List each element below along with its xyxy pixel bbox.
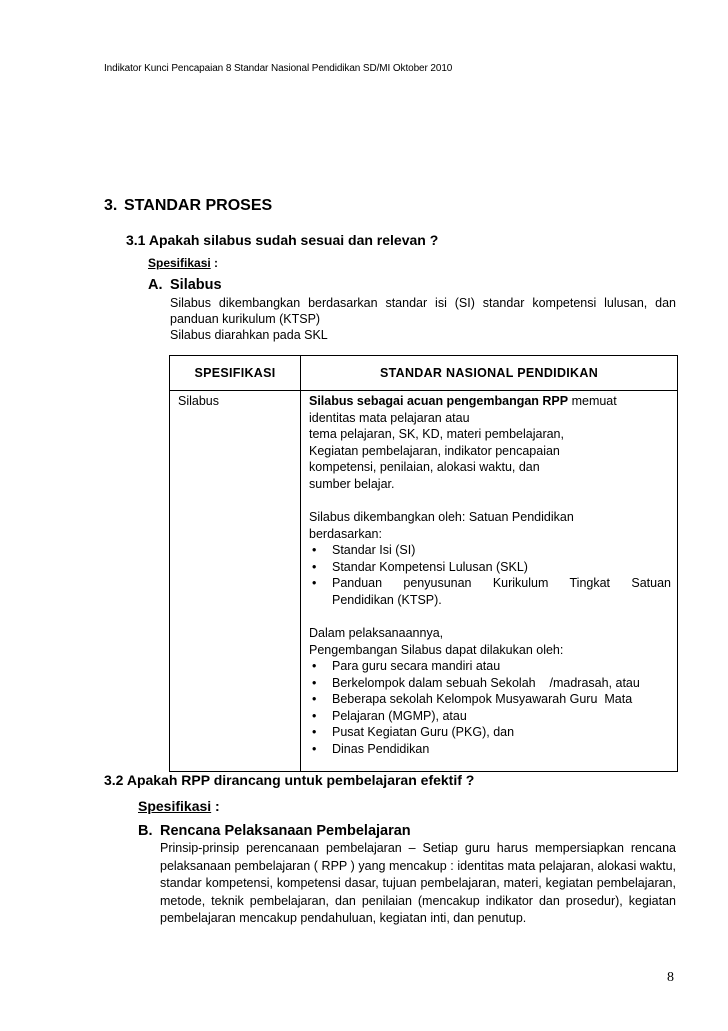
bullet-icon: • bbox=[312, 543, 317, 557]
bullet-icon: • bbox=[312, 692, 317, 706]
silabus-line: Silabus dikembangkan berdasarkan standar isi (SI) standar kompetensi lulusan, dan panduan kurikulum (KTSP) bbox=[170, 296, 676, 326]
section-number: 3. bbox=[104, 197, 118, 214]
list-item bbox=[309, 542, 671, 559]
list-item-text: Beberapa sekolah Kelompok Musyawarah Guru Mata bbox=[332, 692, 633, 706]
row-label-cell: Silabus bbox=[170, 391, 301, 772]
content-line: tema pelajaran, SK, KD, materi pembelajaran, bbox=[309, 427, 564, 441]
list-item bbox=[309, 575, 671, 608]
question-3-2-title: 3.2 Apakah RPP dirancang untuk pembelajaran efektif ? bbox=[104, 772, 475, 788]
list-item bbox=[309, 724, 671, 741]
column-header-standar: STANDAR NASIONAL PENDIDIKAN bbox=[301, 356, 678, 391]
subsection-a-letter: A. bbox=[148, 277, 163, 293]
bullet-icon: • bbox=[312, 741, 317, 756]
list-item bbox=[309, 708, 671, 725]
content-line bbox=[309, 393, 671, 410]
specification-colon: : bbox=[211, 798, 220, 814]
content-line: sumber belajar. bbox=[309, 476, 395, 491]
table-row bbox=[170, 391, 678, 772]
list-item-text: Pelajaran (MGMP), atau bbox=[332, 708, 467, 723]
content-line: Kegiatan pembelajaran, indikator pencapaian bbox=[309, 443, 560, 458]
content-line: Pengembangan Silabus dapat dilakukan oleh: bbox=[309, 642, 564, 657]
bullet-icon: • bbox=[312, 559, 317, 574]
list-item-text: Berkelompok dalam sebuah Sekolah /madrasah, atau bbox=[332, 675, 640, 690]
list-item-text: Standar Kompetensi Lulusan (SKL) bbox=[332, 559, 528, 574]
list-item-text: Standar Isi (SI) bbox=[332, 543, 416, 557]
page-number: 8 bbox=[667, 970, 674, 985]
list-item bbox=[309, 675, 671, 692]
question-3-1-title: 3.1 Apakah silabus sudah sesuai dan relevan ? bbox=[126, 232, 439, 248]
specification-label bbox=[148, 256, 218, 270]
content-phrase: memuat bbox=[568, 394, 617, 408]
list-item-text: Panduan penyusunan Kurikulum Tingkat Satuan bbox=[332, 576, 671, 590]
subsection-b-letter: B. bbox=[138, 823, 153, 839]
content-line: Dalam pelaksanaannya, bbox=[309, 626, 444, 640]
silabus-paragraph bbox=[170, 295, 676, 343]
list-item-text: Para guru secara mandiri atau bbox=[332, 659, 501, 673]
specification-table bbox=[169, 355, 678, 772]
content-line: kompetensi, penilaian, alokasi waktu, dan bbox=[309, 460, 540, 474]
page-header: Indikator Kunci Pencapaian 8 Standar Nasional Pendidikan SD/MI Oktober 2010 bbox=[104, 63, 453, 74]
list-item bbox=[309, 741, 671, 758]
section-title bbox=[104, 197, 272, 215]
rpp-paragraph: Prinsip-prinsip perencanaan pembelajaran – Setiap guru harus mempersiapkan rencana pelaksanaan pembelajaran ( RPP ) yang mencakup : identitas mata pelajaran, alokasi waktu, standar kompetensi, kompetensi dasar, tujuan pembelajaran, materi, kegiatan pembelajaran, metode, teknik pembelajaran, dan penilaian (mencakup indikator dan prosedur), kegiatan pembelajaran mencakup pendahuluan, kegiatan inti, dan penutup. bbox=[160, 841, 676, 926]
content-line: Silabus dikembangkan oleh: Satuan Pendidikan bbox=[309, 510, 574, 524]
list-item-text: Pendidikan (KTSP). bbox=[332, 592, 442, 607]
list-item-text: Dinas Pendidikan bbox=[332, 741, 430, 756]
section-title-text: STANDAR PROSES bbox=[124, 197, 273, 214]
content-line: berdasarkan: bbox=[309, 526, 382, 541]
specification-text: Spesifikasi bbox=[138, 798, 212, 814]
list-item bbox=[309, 691, 671, 708]
specification-colon: : bbox=[210, 256, 219, 270]
table-header-row bbox=[170, 356, 678, 391]
list-item-text: Pusat Kegiatan Guru (PKG), dan bbox=[332, 725, 515, 739]
content-block-3 bbox=[309, 625, 671, 757]
content-bold-phrase: Silabus sebagai acuan pengembangan RPP bbox=[309, 394, 569, 408]
block-gap bbox=[309, 492, 671, 509]
content-line: identitas mata pelajaran atau bbox=[309, 410, 470, 425]
content-block-2 bbox=[309, 509, 671, 608]
block-gap bbox=[309, 608, 671, 625]
subsection-b-text: Rencana Pelaksanaan Pembelajaran bbox=[160, 823, 411, 839]
bullet-icon: • bbox=[312, 675, 317, 690]
bullet-icon: • bbox=[312, 659, 317, 673]
list-item bbox=[309, 559, 671, 576]
bullet-icon: • bbox=[312, 576, 317, 590]
silabus-line: Silabus diarahkan pada SKL bbox=[170, 328, 328, 342]
bullet-list bbox=[309, 658, 671, 757]
bullet-icon: • bbox=[312, 708, 317, 723]
subsection-a-text: Silabus bbox=[170, 277, 222, 293]
row-content-cell bbox=[301, 391, 678, 772]
bullet-icon: • bbox=[312, 725, 317, 739]
specification-label bbox=[138, 798, 220, 814]
list-item bbox=[309, 658, 671, 675]
specification-text: Spesifikasi bbox=[148, 256, 211, 270]
subsection-a-title bbox=[148, 277, 222, 293]
subsection-b-title bbox=[138, 823, 411, 839]
column-header-spesifikasi: SPESIFIKASI bbox=[170, 356, 301, 391]
bullet-list bbox=[309, 542, 671, 608]
content-block-1 bbox=[309, 393, 671, 492]
